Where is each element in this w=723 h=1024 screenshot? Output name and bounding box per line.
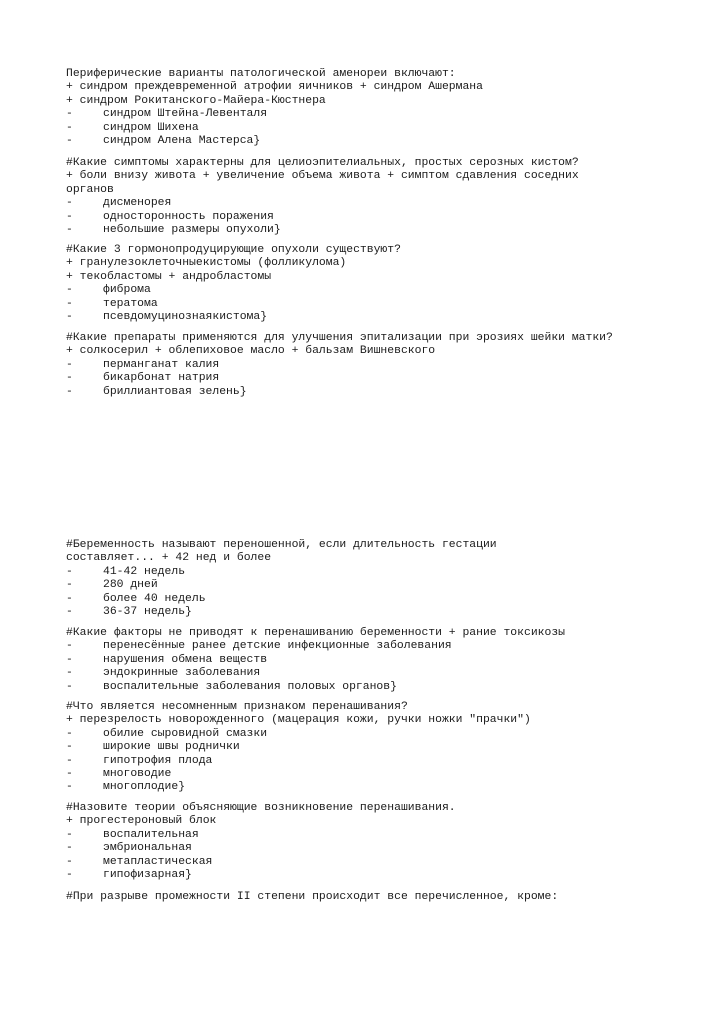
option-dash: - [66, 605, 73, 618]
question-text-line: органов [66, 183, 114, 196]
option-text: перманганат калия [103, 358, 220, 371]
option-text: эндокринные заболевания [103, 667, 261, 680]
option-text: синдром Алена Мастерса} [103, 134, 261, 147]
answer-option [66, 856, 706, 869]
answer-option [66, 741, 706, 754]
option-dash: - [66, 653, 73, 666]
option-dash: - [66, 781, 73, 794]
option-text: односторонность поражения [103, 210, 274, 223]
option-dash: - [66, 284, 73, 297]
answer-option [66, 108, 706, 121]
option-dash: - [66, 210, 73, 223]
option-text: бриллиантовая зелень} [103, 385, 247, 398]
option-dash: - [66, 855, 73, 868]
option-text: воспалительные заболевания половых органов} [103, 680, 397, 693]
option-dash: - [66, 223, 73, 236]
question-text-line: + боли внизу живота + увеличение объема живота + симптом сдавления соседних [66, 170, 579, 183]
question-text-line: #Какие 3 гормонопродуцирующие опухоли существуют? [66, 244, 401, 256]
answer-option [66, 298, 706, 311]
question-block [66, 332, 706, 399]
question-text-line: #Какие факторы не приводят к перенашиванию беременности + рание токсикозы [66, 627, 565, 639]
question-text-line: #Беременность называют переношенной, если длительность гестации [66, 539, 497, 551]
option-dash: - [66, 385, 73, 398]
question-block [66, 539, 706, 619]
option-dash: - [66, 680, 73, 693]
option-text: небольшие размеры опухоли} [103, 223, 281, 236]
answer-option [66, 869, 706, 882]
answer-option [66, 359, 706, 372]
answer-option [66, 606, 706, 619]
answer-option [66, 654, 706, 667]
option-text: многоплодие} [103, 781, 186, 794]
answer-option [66, 640, 706, 653]
option-text: синдром Шихена [103, 121, 199, 134]
option-dash: - [66, 121, 73, 134]
answer-option [66, 211, 706, 224]
answer-option [66, 667, 706, 680]
answer-option [66, 755, 706, 768]
question-block [66, 627, 706, 694]
option-dash: - [66, 741, 73, 754]
answer-option [66, 566, 706, 579]
option-dash: - [66, 727, 73, 740]
option-dash: - [66, 372, 73, 385]
option-dash: - [66, 828, 73, 841]
question-text-line: #Какие препараты применяются для улучшения эпитализации при эрозиях шейки матки? [66, 332, 613, 344]
option-text: перенесённые ранее детские инфекционные заболевания [103, 640, 452, 653]
option-dash: - [66, 197, 73, 210]
option-dash: - [66, 592, 73, 605]
option-dash: - [66, 310, 73, 323]
option-dash: - [66, 579, 73, 592]
option-text: 280 дней [103, 579, 158, 592]
question-block [66, 157, 706, 237]
question-text-line: + синдром Рокитанского-Майера-Кюстнера [66, 94, 326, 107]
question-text-line: + гранулезоклеточныекистомы (фолликулома) [66, 257, 347, 270]
option-dash: - [66, 667, 73, 680]
option-dash: - [66, 842, 73, 855]
option-dash: - [66, 108, 73, 121]
question-text-line: + текобластомы + андробластомы [66, 270, 272, 283]
answer-option [66, 681, 706, 694]
option-dash: - [66, 134, 73, 147]
question-block [66, 891, 706, 904]
option-dash: - [66, 767, 73, 780]
answer-option [66, 224, 706, 237]
question-text-line: #Что является несомненным признаком перенашивания? [66, 701, 408, 713]
answer-option [66, 593, 706, 606]
option-text: эмбриональная [103, 842, 192, 855]
question-block [66, 244, 706, 324]
answer-option [66, 781, 706, 794]
option-text: тератома [103, 297, 158, 310]
option-text: 41-42 недель [103, 565, 186, 578]
question-block [66, 802, 706, 882]
option-dash: - [66, 868, 73, 881]
question-text-line: Периферические варианты патологической аменореи включают: [66, 68, 456, 80]
option-dash: - [66, 297, 73, 310]
answer-option [66, 728, 706, 741]
answer-option [66, 197, 706, 210]
option-dash: - [66, 754, 73, 767]
option-text: многоводие [103, 767, 172, 780]
answer-option [66, 386, 706, 399]
question-text-line: #При разрыве промежности II степени происходит все перечисленное, кроме: [66, 891, 559, 903]
option-dash: - [66, 358, 73, 371]
answer-option [66, 829, 706, 842]
option-text: гипофизарная} [103, 868, 192, 881]
option-text: широкие швы роднички [103, 741, 240, 754]
answer-option [66, 122, 706, 135]
option-text: бикарбонат натрия [103, 372, 220, 385]
answer-option [66, 135, 706, 148]
question-block [66, 68, 706, 148]
answer-option [66, 372, 706, 385]
option-text: 36-37 недель} [103, 605, 192, 618]
option-text: псевдомуцинознаякистома} [103, 310, 268, 323]
option-text: метапластическая [103, 855, 213, 868]
option-text: воспалительная [103, 828, 199, 841]
option-text: обилие сыровидной смазки [103, 727, 268, 740]
option-text: дисменорея [103, 197, 172, 210]
question-text-line: + синдром преждевременной атрофии яичников + синдром Ашермана [66, 81, 483, 94]
answer-option [66, 284, 706, 297]
answer-option [66, 768, 706, 781]
question-text-line: составляет... + 42 нед и более [66, 552, 272, 565]
option-dash: - [66, 640, 73, 653]
option-text: нарушения обмена веществ [103, 653, 268, 666]
question-block [66, 701, 706, 795]
option-text: более 40 недель [103, 592, 206, 605]
question-text-line: #Какие симптомы характерны для целиоэпителиальных, простых серозных кистом? [66, 157, 579, 169]
question-text-line: #Назовите теории объясняющие возникновение перенашивания. [66, 802, 456, 814]
question-text-line: + прогестероновый блок [66, 815, 217, 828]
option-text: синдром Штейна-Левенталя [103, 108, 268, 121]
question-text-line: + перезрелость новорожденного (мацерация кожи, ручки ножки "прачки") [66, 714, 531, 727]
answer-option [66, 311, 706, 324]
answer-option [66, 579, 706, 592]
question-text-line: + солкосерил + облепиховое масло + бальзам Вишневского [66, 345, 436, 358]
option-text: фиброма [103, 284, 151, 297]
answer-option [66, 842, 706, 855]
option-dash: - [66, 565, 73, 578]
option-text: гипотрофия плода [103, 754, 213, 767]
